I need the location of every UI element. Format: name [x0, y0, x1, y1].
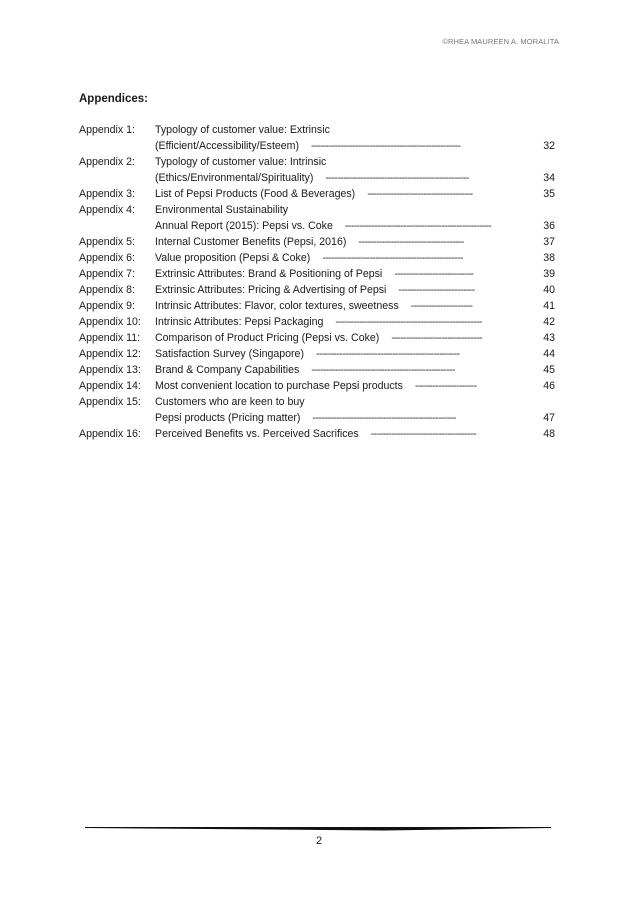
appendix-title: Intrinsic Attributes: Pepsi Packaging [155, 316, 324, 328]
dot-leader: ------------------------------------------------- [315, 348, 460, 360]
appendix-row [79, 378, 555, 394]
appendix-row [79, 282, 555, 298]
appendix-page-number: 47 [543, 412, 555, 424]
appendix-row [79, 394, 555, 410]
appendix-row [79, 346, 555, 362]
appendix-label: Appendix 16: [79, 428, 141, 440]
appendix-title: (Ethics/Environmental/Spirituality) [155, 172, 314, 184]
appendix-title-cell [155, 410, 519, 426]
appendix-title: Extrinsic Attributes: Pricing & Advertising of Pepsi [155, 284, 387, 296]
appendix-row [79, 362, 555, 378]
appendix-row [79, 330, 555, 346]
appendix-label: Appendix 7: [79, 268, 135, 280]
appendix-title: Customers who are keen to buy [155, 396, 305, 408]
appendix-title-cell [155, 122, 519, 138]
appendix-label [79, 138, 155, 154]
dot-leader: -------------------------------------------------- [335, 316, 482, 328]
appendix-label [79, 170, 155, 186]
appendix-label [79, 218, 155, 234]
appendix-title: Comparison of Product Pricing (Pepsi vs. Coke) [155, 332, 380, 344]
appendix-page-number: 36 [543, 220, 555, 232]
appendix-title-cell [155, 394, 519, 410]
appendix-row [79, 298, 555, 314]
appendix-title: Perceived Benefits vs. Perceived Sacrifices [155, 428, 359, 440]
appendix-title: Brand & Company Capabilities [155, 364, 300, 376]
appendix-label [79, 410, 155, 426]
dot-leader: ------------------------------------ [370, 428, 477, 440]
dot-leader: ------------------------------------------------ [322, 252, 463, 264]
appendix-title: Internal Customer Benefits (Pepsi, 2016) [155, 236, 347, 248]
appendix-row [79, 410, 555, 426]
appendix-title-cell [155, 170, 519, 186]
appendix-title: List of Pepsi Products (Food & Beverages) [155, 188, 356, 200]
appendix-title: Annual Report (2015): Pepsi vs. Coke [155, 220, 333, 232]
appendix-title: Intrinsic Attributes: Flavor, color textures, sweetness [155, 300, 399, 312]
appendix-label: Appendix 2: [79, 156, 135, 168]
appendix-label: Appendix 11: [79, 332, 141, 344]
appendix-label: Appendix 1: [79, 124, 135, 136]
appendix-title-cell [155, 266, 519, 282]
appendix-row [79, 314, 555, 330]
appendix-page-number [519, 202, 555, 218]
dot-leader: -------------------------- [398, 284, 475, 296]
appendix-title: Value proposition (Pepsi & Coke) [155, 252, 311, 264]
appendix-title-cell [155, 426, 519, 442]
appendix-page-number: 37 [543, 236, 555, 248]
appendix-label: Appendix 6: [79, 252, 135, 264]
appendix-label: Appendix 3: [79, 188, 135, 200]
copyright-header: ©RHEA MAUREEN A. MORALITA [442, 37, 559, 46]
appendix-page-number: 41 [543, 300, 555, 312]
appendix-title: Most convenient location to purchase Pepsi products [155, 380, 403, 392]
appendix-label: Appendix 9: [79, 300, 135, 312]
appendix-title: Satisfaction Survey (Singapore) [155, 348, 304, 360]
appendix-title-cell [155, 362, 519, 378]
appendix-label: Appendix 8: [79, 284, 135, 296]
appendix-label: Appendix 14: [79, 380, 141, 392]
appendix-title-cell [155, 330, 519, 346]
appendix-row [79, 218, 555, 234]
appendix-page-number: 44 [543, 348, 555, 360]
appendix-page-number: 39 [543, 268, 555, 280]
appendix-row [79, 154, 555, 170]
appendix-row [79, 234, 555, 250]
appendix-page-number: 34 [543, 172, 555, 184]
appendix-title-cell [155, 378, 519, 394]
appendix-row [79, 202, 555, 218]
dot-leader: ------------------------------------ [367, 188, 473, 200]
appendix-page-number: 32 [543, 140, 555, 152]
appendix-title-cell [155, 234, 519, 250]
dot-leader: ------------------------------------------------- [325, 172, 469, 184]
appendix-page-number: 45 [543, 364, 555, 376]
dot-leader: ------------------------------------------------- [312, 412, 456, 424]
appendix-title-cell [155, 314, 519, 330]
appendix-title-cell [155, 282, 519, 298]
appendix-row [79, 122, 555, 138]
appendix-label: Appendix 13: [79, 364, 141, 376]
appendix-page-number: 38 [543, 252, 555, 264]
appendix-title-cell [155, 250, 519, 266]
dot-leader: --------------------- [410, 300, 473, 312]
appendix-title-cell [155, 154, 519, 170]
appendix-title-cell [155, 138, 519, 154]
appendix-row [79, 250, 555, 266]
appendix-title: Typology of customer value: Intrinsic [155, 156, 327, 168]
appendix-label: Appendix 12: [79, 348, 141, 360]
appendix-title-cell [155, 218, 519, 234]
dot-leader: --------------------- [414, 380, 477, 392]
appendix-title-cell [155, 298, 519, 314]
dot-leader: -------------------------------------------------- [344, 220, 492, 232]
appendix-list [79, 122, 555, 442]
appendix-title: Typology of customer value: Extrinsic [155, 124, 330, 136]
appendix-title-cell [155, 202, 519, 218]
page-number: 2 [315, 835, 323, 847]
appendix-page-number: 40 [543, 284, 555, 296]
appendix-title-cell [155, 186, 519, 202]
dot-leader: ------------------------------------ [358, 236, 464, 248]
appendix-page-number: 43 [543, 332, 555, 344]
appendices-heading: Appendices: [79, 93, 149, 105]
appendix-title: Pepsi products (Pricing matter) [155, 412, 301, 424]
appendix-label: Appendix 10: [79, 316, 141, 328]
appendix-page-number: 35 [543, 188, 555, 200]
appendix-page-number [519, 394, 555, 410]
dot-leader: --------------------------------------------------- [311, 140, 461, 152]
appendix-label: Appendix 5: [79, 236, 135, 248]
appendix-row [79, 170, 555, 186]
appendix-page-number: 46 [543, 380, 555, 392]
appendix-title: (Efficient/Accessibility/Esteem) [155, 140, 300, 152]
appendix-title: Extrinsic Attributes: Brand & Positioning of Pepsi [155, 268, 383, 280]
appendix-row [79, 138, 555, 154]
footer-divider [85, 827, 551, 832]
appendix-row [79, 186, 555, 202]
appendix-page-number [519, 154, 555, 170]
appendix-row [79, 266, 555, 282]
appendix-page-number: 42 [543, 316, 555, 328]
appendix-label: Appendix 15: [79, 396, 141, 408]
appendix-page-number: 48 [543, 428, 555, 440]
appendix-title-cell [155, 346, 519, 362]
appendix-title: Environmental Sustainability [155, 204, 289, 216]
dot-leader: --------------------------- [394, 268, 474, 280]
appendix-label: Appendix 4: [79, 204, 135, 216]
dot-leader: ------------------------------------------------- [311, 364, 455, 376]
appendix-row [79, 426, 555, 442]
appendix-page-number [519, 122, 555, 138]
dot-leader: ------------------------------- [391, 332, 483, 344]
